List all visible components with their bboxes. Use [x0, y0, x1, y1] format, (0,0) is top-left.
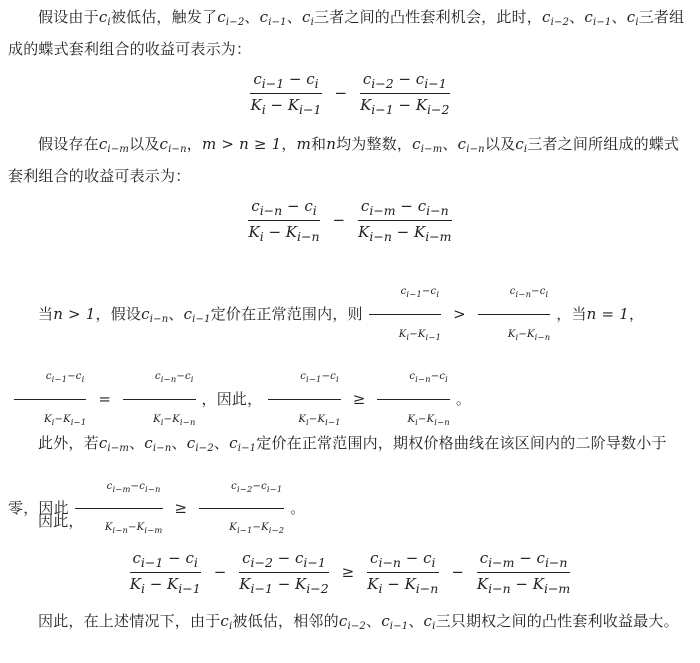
text: 三者之间的凸性套利机会，此时，: [313, 8, 542, 26]
math-ci: $c_i$: [301, 8, 314, 28]
paragraph-1: 假设由于$c_i$被低估，触发了$c_{i-2}$、$c_{i-1}$、$c_i$三者之间的凸性套利机会，此时，$c_{i-2}$、$c_{i-1}$、$c_i$三者组成的蝶式套利组合的收益可表示为：: [8, 8, 685, 58]
text: 三者组成的蝶式套利组合的收益可表示为：: [8, 8, 685, 58]
math-c-im2: $c_{i-2}$: [217, 8, 245, 28]
fraction: $\frac{c_{i-1} - c_i}{K_i - K_{i-1}}$: [250, 69, 322, 117]
fraction: $\frac{c_{i-2} - c_{i-1}}{K_{i-1} - K_{i-2}}$: [360, 69, 450, 117]
math-c-im1: $c_{i-1}$: [259, 8, 287, 28]
equation-1: $\frac{c_{i-1} - c_i}{K_i - K_{i-1}}$ − $\frac{c_{i-2} - c_{i-1}}{K_{i-1} - K_{i-2}}$: [0, 68, 700, 118]
paragraph-4: 此外，若$c_{i-m}$、$c_{i-n}$、$c_{i-2}$、$c_{i-1}$定价在正常范围内，期权价格曲线在该区间内的二阶导数小于零，因此 $\frac{c_{i-m}-c_{i-n}}{K_{i-n}-K_{i-m}}$ ≥ $\frac{c_{i-2}-c_{i-1}}{K_{i-1}-K_{i-2}}$ 。: [8, 434, 667, 535]
math-ci: $c_i$: [98, 8, 111, 28]
paragraph-5: 因此，: [38, 512, 84, 530]
math-c-im2: $c_{i-2}$: [541, 8, 570, 28]
paragraph-6: 因此，在上述情况下，由于$c_i$被低估，相邻的$c_{i-2}$、$c_{i-1}$、$c_i$三只期权之间的凸性套利收益最大。: [38, 612, 679, 632]
fraction: $\frac{c_{i-m} - c_{i-n}}{K_{i-n} - K_{i-m}}$: [358, 196, 452, 244]
math-c-im1: $c_{i-1}$: [584, 8, 612, 28]
text: 被低估，触发了: [110, 8, 218, 26]
equation-3: $\frac{c_{i-1} - c_i}{K_i - K_{i-1}}$ − $\frac{c_{i-2} - c_{i-1}}{K_{i-1} - K_{i-2}}$ ≥ $\frac{c_{i-n} - c_i}{K_i - K_{i-n}}$ − $\frac{c_{i-m} - c_{i-n}}{K_{i-n} - K_{i-m}}$: [129, 548, 571, 596]
equation-2: $\frac{c_{i-n} - c_i}{K_i - K_{i-n}}$ − $\frac{c_{i-m} - c_{i-n}}{K_{i-n} - K_{i-m}}$: [0, 195, 700, 245]
text: 假设由于: [38, 8, 99, 26]
condition: m > n ≥ 1: [201, 135, 282, 153]
fraction: $\frac{c_{i-n} - c_i}{K_i - K_{i-n}}$: [248, 196, 320, 244]
paragraph-3: 当n > 1，假设$c_{i-n}$、$c_{i-1}$定价在正常范围内，则 $\frac{c_{i-1}-c_i}{K_i-K_{i-1}}$ > $\frac{c_{i-n}-c_i}{K_i-K_{i-n}}$ ，当n = 1， $\frac{c_{i-1}-c_i}{K_i-K_{i-1}}$ = $\frac{c_{i-n}-c_i}{K_i-K_{i-n}}$ ，因此， $\frac{c_{i-1}-c_i}{K_i-K_{i-1}}$ ≥ $\frac{c_{i-n}-c_i}{K_i-K_{i-n}}$ 。: [8, 272, 692, 442]
math-ci: $c_i$: [626, 8, 639, 28]
paragraph-2: 假设存在$c_{i-m}$以及$c_{i-n}$，m > n ≥ 1，m和n均为整数，$c_{i-m}$、$c_{i-n}$以及$c_i$三者之间所组成的蝶式套利组合的收益可表示为：: [8, 135, 680, 185]
